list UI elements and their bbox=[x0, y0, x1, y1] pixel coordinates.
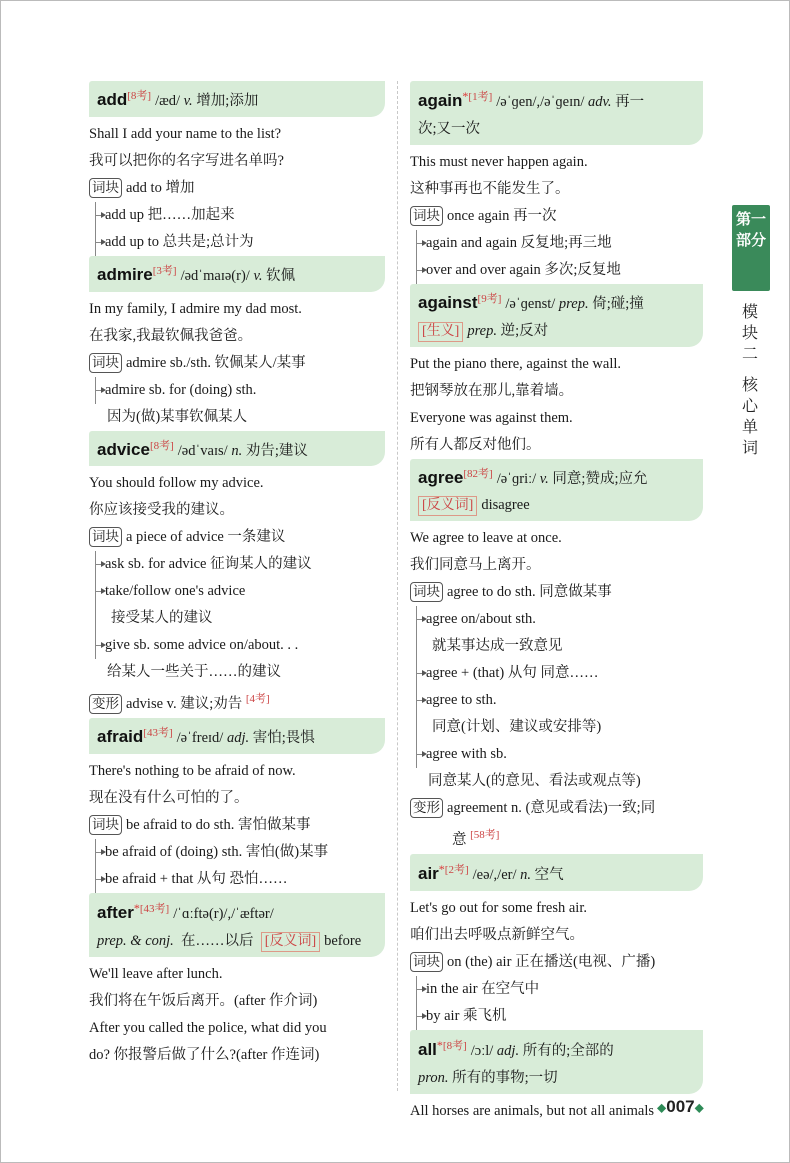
exam-frequency: [1考] bbox=[468, 91, 493, 103]
example-zh: 现在没有什么可怕的了。 bbox=[89, 790, 249, 807]
cikuai-label: 词块 bbox=[89, 815, 122, 835]
entry-head-after bbox=[89, 893, 385, 957]
antonym-label: [反义词] bbox=[261, 932, 320, 952]
part-of-speech: v. bbox=[539, 470, 549, 487]
entry-head-agree bbox=[410, 459, 703, 522]
entry-head-all bbox=[410, 1030, 703, 1094]
section-label bbox=[739, 301, 761, 458]
phrase-list bbox=[95, 377, 385, 404]
phrase: in the air 在空气中 bbox=[426, 976, 703, 1003]
headword: add bbox=[97, 89, 128, 109]
phrase: agree to sth. bbox=[426, 687, 703, 714]
part-of-speech: adj. bbox=[496, 1042, 520, 1059]
entry-head-add bbox=[89, 81, 385, 117]
part-of-speech: prep. bbox=[467, 322, 497, 339]
exam-frequency: [4考] bbox=[245, 693, 270, 706]
phonetic: /əˈɡriː/ bbox=[496, 470, 537, 487]
entry-head-again bbox=[410, 81, 703, 145]
phonetic: /æd/ bbox=[155, 92, 181, 109]
phrase: once again 再一次 bbox=[447, 207, 557, 224]
example-en: do? 你报警后做了什么?(after 作连词) bbox=[89, 1046, 320, 1063]
example-en: Put the piano there, against the wall. bbox=[410, 355, 622, 372]
phrase-list bbox=[95, 551, 385, 659]
phrase: agree + (that) 从句 同意…… bbox=[426, 660, 703, 687]
phrase: agree to do sth. 同意做某事 bbox=[447, 584, 612, 601]
example-en: You should follow my advice. bbox=[89, 475, 264, 492]
exam-frequency: [9考] bbox=[477, 292, 502, 305]
cikuai-label: 词块 bbox=[410, 206, 443, 226]
phonetic: /əˈɡenst/ bbox=[505, 295, 556, 312]
exam-frequency: [8考] bbox=[442, 1040, 467, 1053]
phrase: be afraid to do sth. 害怕做某事 bbox=[126, 817, 311, 834]
bianxing-label: 变形 bbox=[89, 694, 122, 714]
star-mark: * bbox=[438, 862, 445, 877]
example-en: Let's go out for some fresh air. bbox=[410, 900, 587, 917]
derived-form: advise v. 建议;劝告 bbox=[126, 696, 243, 713]
phonetic: /ədˈmaɪə(r)/ bbox=[180, 267, 250, 284]
phonetic: /əˈɡen/,/əˈɡeɪn/ bbox=[496, 93, 585, 110]
phrase: agree with sb. bbox=[426, 741, 703, 768]
definition: 劝告;建议 bbox=[245, 442, 308, 459]
phonetic: /eə/,/er/ bbox=[472, 867, 517, 884]
example-en: There's nothing to be afraid of now. bbox=[89, 763, 296, 780]
diamond-icon: ◆ bbox=[657, 1100, 667, 1115]
module-label: 模块二 bbox=[741, 302, 758, 363]
star-mark: * bbox=[436, 1038, 443, 1053]
phrase-meaning: 同意某人(的意见、看法或观点等) bbox=[428, 773, 641, 790]
part-of-speech: adj. bbox=[226, 730, 250, 747]
page-number-text: 007 bbox=[666, 1097, 695, 1116]
phonetic: /ədˈvaɪs/ bbox=[177, 442, 228, 459]
page-number bbox=[657, 1097, 704, 1117]
derived-form: agreement n. (意见或看法)一致;同 bbox=[447, 800, 656, 817]
antonym: disagree bbox=[481, 497, 530, 514]
example-en: Shall I add your name to the list? bbox=[89, 125, 282, 142]
chapter-label: 核心单词 bbox=[741, 375, 758, 457]
phonetic: /ˈɑːftə(r)/,/ˈæftər/ bbox=[173, 905, 274, 922]
example-en: Everyone was against them. bbox=[410, 409, 573, 426]
example-zh: 我可以把你的名字写进名单吗? bbox=[89, 152, 284, 169]
example-zh: 我们同意马上离开。 bbox=[410, 557, 541, 574]
example-zh: 你应该接受我的建议。 bbox=[89, 502, 234, 519]
phrase-meaning: 接受某人的建议 bbox=[111, 610, 213, 627]
phrase: by air 乘飞机 bbox=[426, 1003, 703, 1030]
exam-frequency: [43考] bbox=[139, 903, 170, 916]
example-zh: 咱们出去呼吸点新鲜空气。 bbox=[410, 927, 584, 944]
exam-frequency: [58考] bbox=[470, 829, 500, 842]
part-of-speech: prep. & conj. bbox=[97, 932, 174, 949]
definition: 倚;碰;撞 bbox=[592, 295, 644, 312]
exam-frequency: [2考] bbox=[444, 864, 469, 877]
example-zh: 把钢琴放在那儿,靠着墙。 bbox=[410, 382, 574, 399]
left-column bbox=[89, 81, 385, 1069]
example-zh: 所有人都反对他们。 bbox=[410, 436, 541, 453]
phrase-list bbox=[416, 606, 703, 768]
example-en: In my family, I admire my dad most. bbox=[89, 300, 302, 317]
phrase-list bbox=[416, 976, 703, 1030]
phrase-meaning: 同意(计划、建议或安排等) bbox=[432, 719, 602, 736]
example-zh: 我们将在午饭后离开。(after 作介词) bbox=[89, 992, 318, 1009]
right-column bbox=[410, 81, 703, 1125]
example-en: This must never happen again. bbox=[410, 153, 588, 170]
exam-frequency: [3考] bbox=[152, 264, 177, 277]
example-zh: 在我家,我最钦佩我爸爸。 bbox=[89, 327, 253, 344]
phrase-list bbox=[416, 230, 703, 284]
phrase: add to 增加 bbox=[126, 179, 195, 196]
example-en: All horses are animals, but not all animals bbox=[410, 1102, 655, 1119]
phrase: a piece of advice 一条建议 bbox=[126, 529, 286, 546]
extended-meaning-label: [生义] bbox=[418, 322, 463, 342]
entry-head-afraid bbox=[89, 718, 385, 754]
phrase-meaning: 就某事达成一致意见 bbox=[432, 638, 563, 655]
part-of-speech: prep. bbox=[558, 295, 589, 312]
definition: 所有的;全部的 bbox=[522, 1042, 614, 1059]
phrase: add up 把……加起来 bbox=[105, 202, 385, 229]
derived-form-cont: 意 bbox=[452, 832, 467, 849]
diamond-icon: ◆ bbox=[694, 1100, 704, 1115]
definition: 所有的事物;一切 bbox=[452, 1069, 558, 1086]
cikuai-label: 词块 bbox=[89, 527, 122, 547]
definition: 次;又一次 bbox=[418, 120, 481, 137]
star-mark: * bbox=[133, 901, 140, 916]
phrase: admire sb. for (doing) sth. bbox=[105, 377, 385, 404]
phrase: ask sb. for advice 征询某人的建议 bbox=[105, 551, 385, 578]
cikuai-label: 词块 bbox=[89, 178, 122, 198]
part-of-speech: adv. bbox=[588, 93, 612, 110]
entry-head-advice bbox=[89, 431, 385, 467]
part-of-speech: v. bbox=[253, 267, 263, 284]
entry-head-admire bbox=[89, 256, 385, 292]
example-en: We agree to leave at once. bbox=[410, 530, 562, 547]
phrase: agree on/about sth. bbox=[426, 606, 703, 633]
definition: 逆;反对 bbox=[500, 322, 549, 339]
phonetic: /ɔːl/ bbox=[470, 1042, 494, 1059]
phrase: again and again 反复地;再三地 bbox=[426, 230, 703, 257]
exam-frequency: [43考] bbox=[143, 727, 173, 740]
phonetic: /əˈfreɪd/ bbox=[176, 730, 224, 747]
phrase: take/follow one's advice bbox=[105, 578, 385, 605]
headword: all bbox=[418, 1039, 437, 1059]
phrase: give sb. some advice on/about. . . bbox=[105, 632, 385, 659]
section-tab: 第一部分 bbox=[732, 205, 770, 291]
exam-frequency: [8考] bbox=[127, 90, 152, 102]
antonym-label: [反义词] bbox=[418, 496, 477, 516]
cikuai-label: 词块 bbox=[410, 952, 443, 972]
definition: 再一 bbox=[615, 93, 645, 110]
antonym: before bbox=[324, 932, 362, 949]
headword: after bbox=[97, 902, 134, 922]
phrase: on (the) air 正在播送(电视、广播) bbox=[447, 954, 656, 971]
part-of-speech: n. bbox=[520, 867, 532, 884]
phrase-meaning: 因为(做)某事钦佩某人 bbox=[107, 408, 248, 425]
headword: air bbox=[418, 864, 439, 884]
definition: 在……以后 bbox=[181, 932, 254, 949]
phrase-list bbox=[95, 202, 385, 256]
phrase: be afraid + that 从句 恐怕…… bbox=[105, 866, 385, 893]
exam-frequency: [82考] bbox=[463, 467, 493, 480]
part-of-speech: pron. bbox=[418, 1069, 449, 1086]
headword: advice bbox=[97, 439, 150, 459]
example-en: We'll leave after lunch. bbox=[89, 965, 223, 982]
headword: against bbox=[418, 292, 478, 312]
phrase-meaning: 给某人一些关于……的建议 bbox=[107, 664, 281, 681]
example-zh: 这种事再也不能发生了。 bbox=[410, 180, 570, 197]
definition: 害怕;畏惧 bbox=[252, 730, 315, 747]
headword: again bbox=[418, 90, 463, 110]
headword: afraid bbox=[97, 727, 144, 747]
bianxing-label: 变形 bbox=[410, 798, 443, 818]
entry-head-air bbox=[410, 854, 703, 891]
cikuai-label: 词块 bbox=[410, 582, 443, 602]
entry-head-against bbox=[410, 284, 703, 347]
definition: 空气 bbox=[534, 867, 564, 884]
star-mark: * bbox=[462, 89, 469, 103]
headword: agree bbox=[418, 467, 464, 487]
headword: admire bbox=[97, 264, 153, 284]
cikuai-label: 词块 bbox=[89, 353, 122, 373]
phrase: admire sb./sth. 钦佩某人/某事 bbox=[126, 354, 306, 371]
part-of-speech: n. bbox=[231, 442, 243, 459]
column-divider bbox=[397, 81, 398, 1091]
exam-frequency: [8考] bbox=[149, 439, 174, 452]
definition: 钦佩 bbox=[266, 267, 296, 284]
definition: 增加;添加 bbox=[196, 92, 259, 109]
part-of-speech: v. bbox=[183, 92, 193, 109]
example-en: After you called the police, what did you bbox=[89, 1019, 327, 1036]
phrase: be afraid of (doing) sth. 害怕(做)某事 bbox=[105, 839, 385, 866]
definition: 同意;赞成;应允 bbox=[552, 470, 648, 487]
phrase: add up to 总共是;总计为 bbox=[105, 229, 385, 256]
phrase: over and over again 多次;反复地 bbox=[426, 257, 703, 284]
phrase-list bbox=[95, 839, 385, 893]
